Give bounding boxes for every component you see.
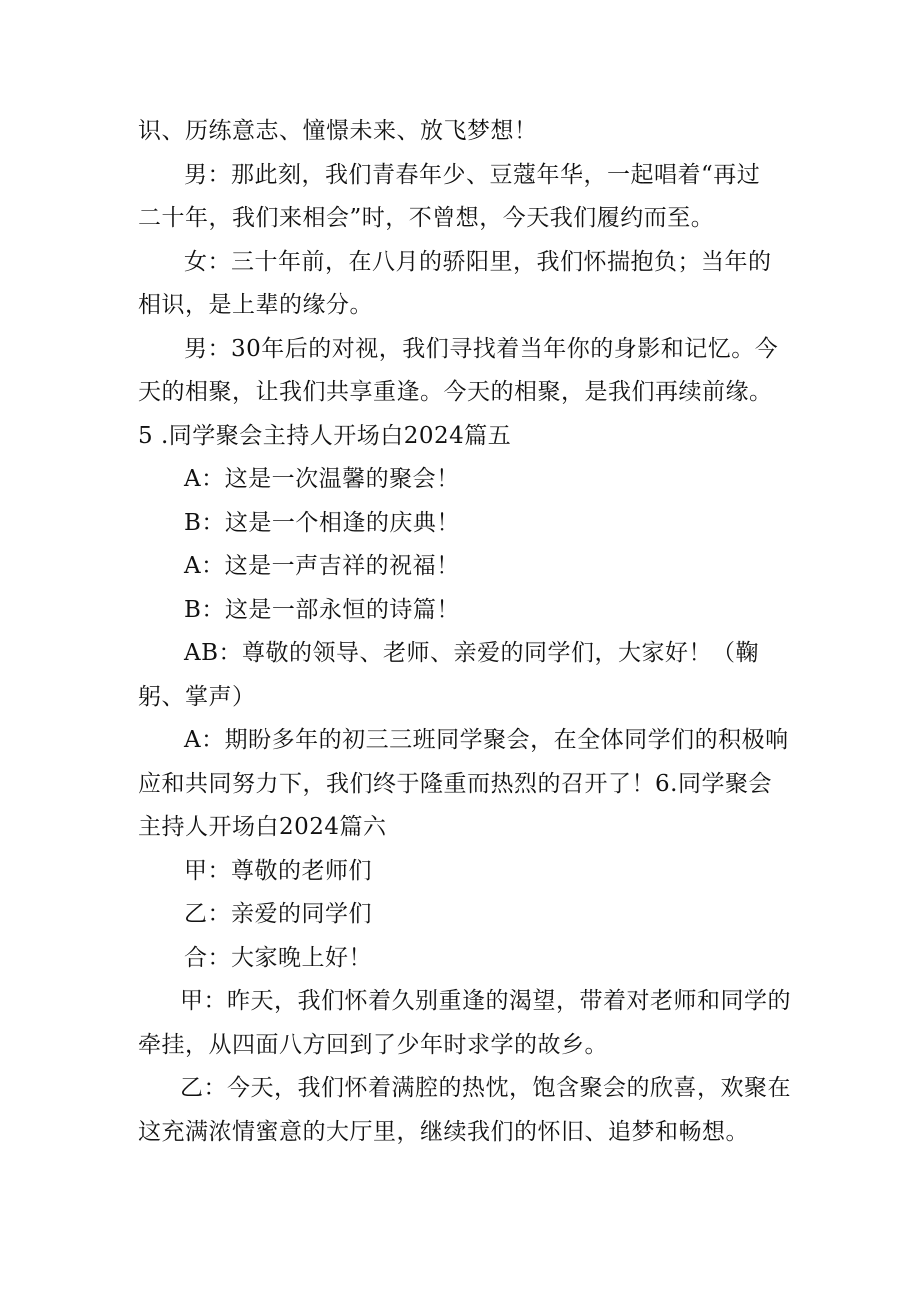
text-line: 男：30年后的对视，我们寻找着当年你的身影和记忆。今 (184, 335, 779, 362)
text-line: 相识，是上辈的缘分。 (138, 292, 373, 318)
section-heading: 5 .同学聚会主持人开场白2024篇五 (138, 422, 512, 449)
text-line: 男：那此刻，我们青春年少、豆蔻年华，一起唱着“再过 (184, 161, 761, 188)
section-heading: 主持人开场白2024篇六 (138, 814, 387, 840)
text-line: A：期盼多年的初三三班同学聚会，在全体同学们的积极响 (184, 727, 789, 753)
text-line: 合：大家晚上好！ (184, 944, 372, 971)
text-line: 牵挂，从四面八方回到了少年时求学的故乡。 (138, 1031, 608, 1058)
text-line: 识、历练意志、憧憬未来、放飞梦想！ (138, 118, 538, 144)
document-body (138, 110, 798, 1154)
text-line: A：这是一次温馨的聚会！ (184, 466, 460, 492)
text-line: A：这是一声吉祥的祝福！ (184, 553, 460, 579)
text-line: B：这是一部永恒的诗篇！ (184, 596, 460, 623)
text-line: 这充满浓情蜜意的大厅里，继续我们的怀旧、追梦和畅想。 (138, 1118, 749, 1145)
text-line: 乙：今天，我们怀着满腔的热忱，饱含聚会的欣喜，欢聚在 (180, 1075, 791, 1101)
text-line: AB：尊敬的领导、老师、亲爱的同学们，大家好！（鞠 (184, 640, 760, 666)
text-line: 应和共同努力下，我们终于隆重而热烈的召开了！6.同学聚会 (138, 770, 772, 797)
text-line: 乙：亲爱的同学们 (184, 901, 372, 927)
text-line: 甲：尊敬的老师们 (184, 857, 372, 884)
text-line: 二十年，我们来相会”时，不曾想，今天我们履约而至。 (138, 205, 715, 231)
text-line: 甲：昨天，我们怀着久别重逢的渴望，带着对老师和同学的 (180, 988, 791, 1014)
text-line: 天的相聚，让我们共享重逢。今天的相聚，是我们再续前缘。 (138, 379, 773, 405)
text-line: 女：三十年前，在八月的骄阳里，我们怀揣抱负；当年的 (184, 248, 772, 275)
text-line: B：这是一个相逢的庆典！ (184, 509, 460, 536)
text-line: 躬、掌声） (138, 683, 256, 710)
